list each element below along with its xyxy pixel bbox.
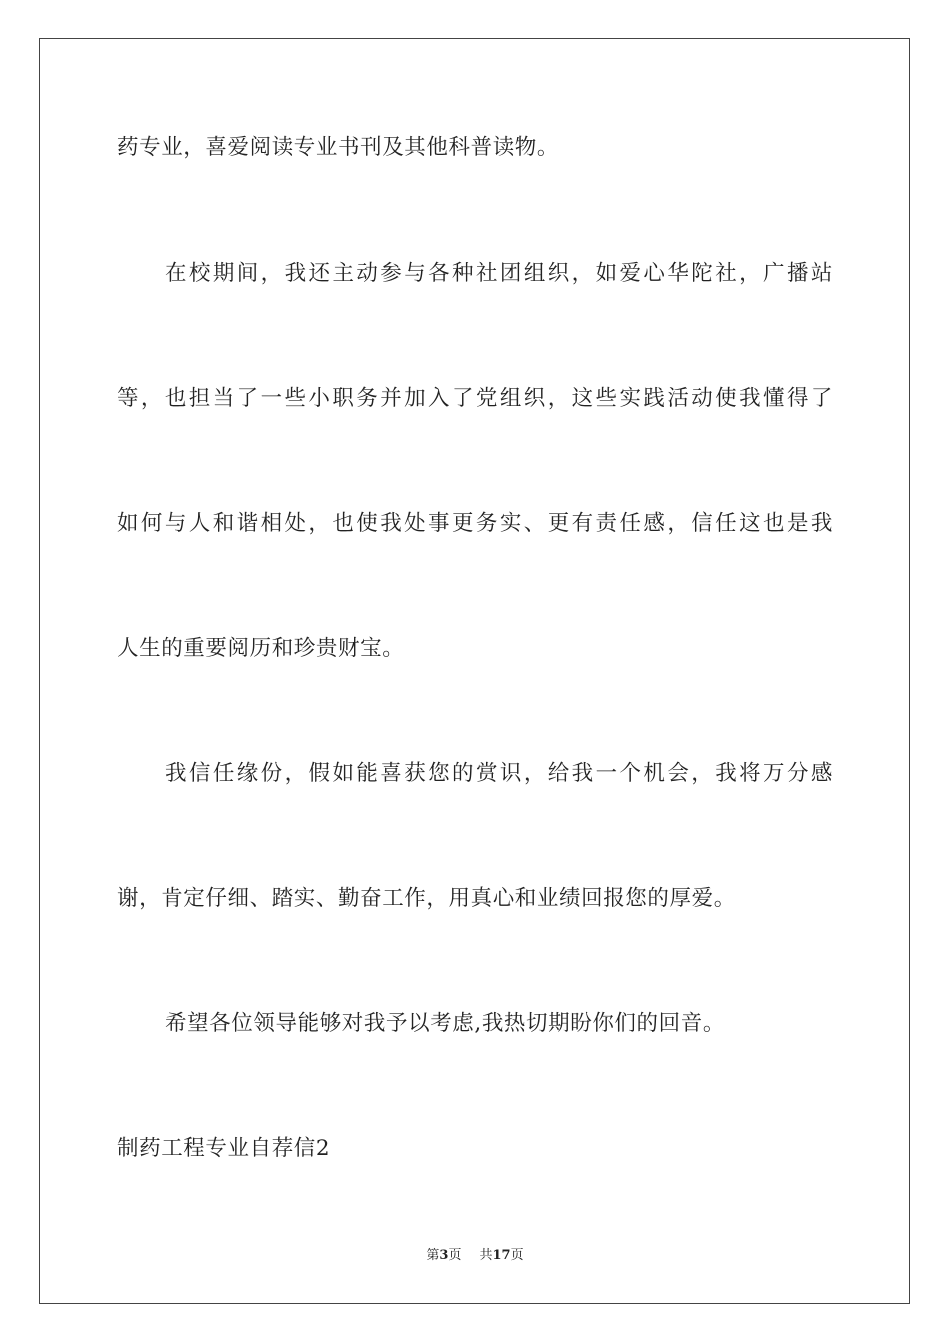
page-frame [39,38,910,1304]
body-line-4: 如何与人和谐相处，也使我处事更务实、更有责任感，信任这也是我 [117,511,833,536]
body-line-5: 人生的重要阅历和珍贵财宝。 [117,636,405,661]
body-line-3: 等，也担当了一些小职务并加入了党组织，这些实践活动使我懂得了 [117,386,833,411]
footer-total-prefix: 共 [479,1248,493,1263]
body-line-2: 在校期间，我还主动参与各种社团组织，如爱心华陀社，广播站 [165,261,833,286]
body-line-8: 希望各位领导能够对我予以考虑,我热切期盼你们的回音。 [165,1011,725,1036]
footer-total-number: 17 [492,1248,511,1263]
footer-page-suffix: 页 [448,1248,462,1263]
body-line-1: 药专业，喜爱阅读专业书刊及其他科普读物。 [117,135,560,160]
footer-page-number: 3 [439,1248,449,1263]
footer-page-prefix: 第 [426,1248,440,1263]
body-line-6: 我信任缘份，假如能喜获您的赏识，给我一个机会，我将万分感 [165,761,833,786]
footer-total-suffix: 页 [510,1248,524,1263]
body-line-7: 谢，肯定仔细、踏实、勤奋工作，用真心和业绩回报您的厚爱。 [117,886,736,911]
page-footer [0,1247,950,1265]
section-heading: 制药工程专业自荐信2 [117,1136,331,1161]
